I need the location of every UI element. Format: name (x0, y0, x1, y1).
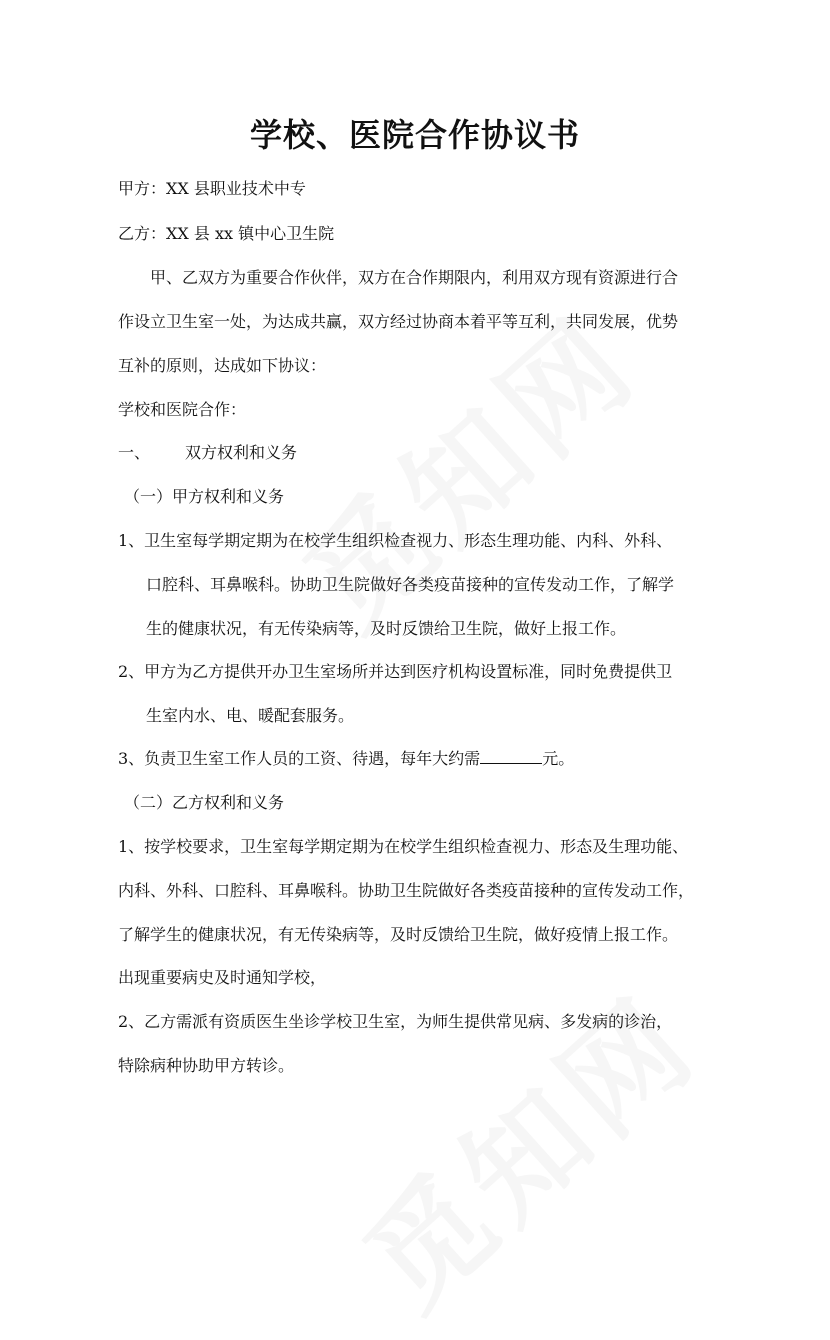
clause-line: 1、卫生室每学期定期为在校学生组织检查视力、形态生理功能、内科、外科、 (118, 531, 673, 550)
clause-line: 2、乙方需派有资质医生坐诊学校卫生室，为师生提供常见病、多发病的诊治， (118, 1012, 673, 1031)
subsection-heading: （二）乙方权利和义务 (124, 793, 285, 812)
clause-line: 内科、外科、口腔科、耳鼻喉科。协助卫生院做好各类疫苗接种的宣传发动工作， (118, 881, 695, 900)
intro-line: 甲、乙双方为重要合作伙伴，双方在合作期限内，利用双方现有资源进行合 (150, 268, 679, 287)
subsection-heading: （一）甲方权利和义务 (124, 487, 285, 506)
party-a: 甲方：XX 县职业技术中专 (118, 179, 306, 198)
intro-line: 互补的原则，达成如下协议： (118, 356, 327, 375)
document-title: 学校、医院合作协议书 (249, 116, 580, 154)
clause-line: 了解学生的健康状况，有无传染病等，及时反馈给卫生院，做好疫情上报工作。 (118, 925, 679, 944)
watermark (323, 952, 728, 1340)
subject-line: 学校和医院合作： (118, 400, 247, 419)
clause-line: 2、甲方为乙方提供开办卫生室场所并达到医疗机构设置标准，同时免费提供卫 (118, 662, 673, 681)
section-number: 一、 (118, 443, 151, 462)
clause-line: 特除病种协助甲方转诊。 (118, 1056, 295, 1075)
clause-line: 口腔科、耳鼻喉科。协助卫生院做好各类疫苗接种的宣传发动工作，了解学 (146, 575, 675, 594)
clause-line: 出现重要病史及时通知学校， (118, 968, 327, 987)
clause-text: 元。 (542, 749, 575, 768)
party-b: 乙方：XX 县 xx 镇中心卫生院 (118, 224, 335, 243)
clause-line: 生室内水、电、暖配套服务。 (146, 706, 355, 725)
clause-line: 生的健康状况，有无传染病等，及时反馈给卫生院，做好上报工作。 (146, 619, 627, 638)
clause-text: 3、负责卫生室工作人员的工资、待遇，每年大约需 (118, 749, 481, 768)
clause-line: 1、按学校要求，卫生室每学期定期为在校学生组织检查视力、形态及生理功能、 (118, 837, 689, 856)
intro-line: 作设立卫生室一处，为达成共赢，双方经过协商本着平等互利，共同发展，优势 (118, 312, 679, 331)
clause-line (118, 748, 574, 770)
section-heading: 双方权利和义务 (185, 443, 298, 462)
amount-blank (480, 749, 542, 764)
